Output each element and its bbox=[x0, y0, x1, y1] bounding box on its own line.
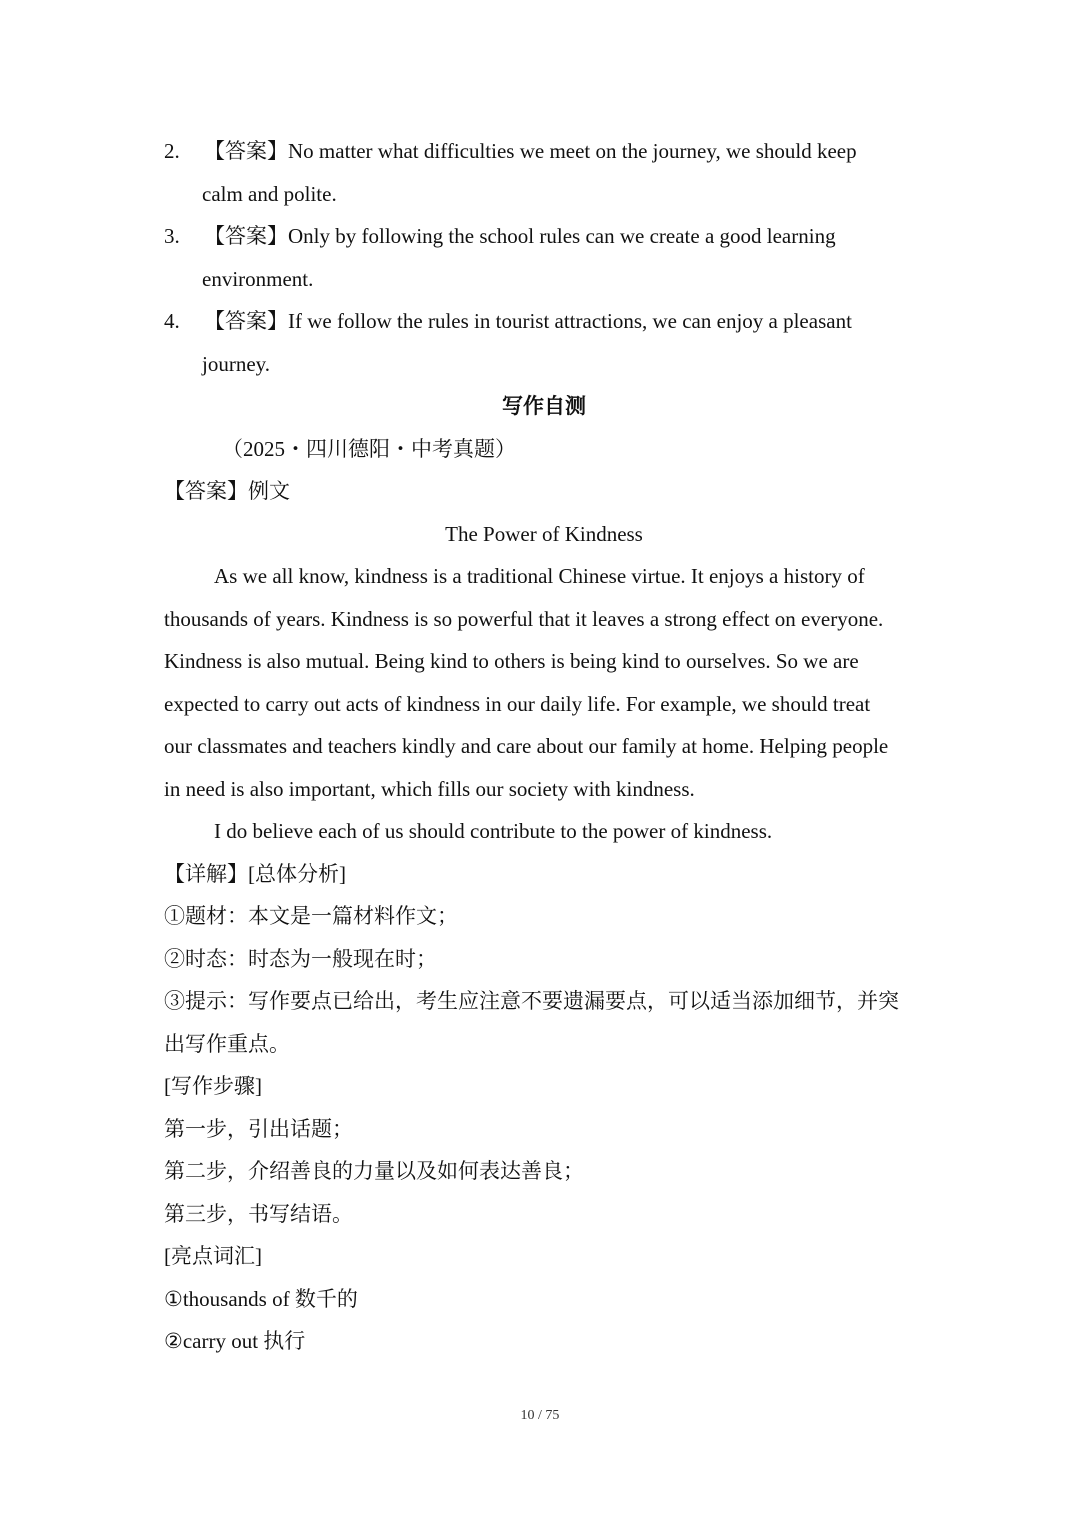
answer-item bbox=[164, 130, 924, 215]
essay-body bbox=[164, 555, 924, 853]
essay-line: thousands of years. Kindness is so powerful that it leaves a strong effect on everyone. bbox=[164, 606, 884, 631]
answer-text: 【答案】If we follow the rules in tourist attractions, we can enjoy a pleasant bbox=[204, 309, 852, 333]
essay-line: Kindness is also mutual. Being kind to others is being kind to ourselves. So we are bbox=[164, 649, 859, 673]
essay-line: our classmates and teachers kindly and care about our family at home. Helping people bbox=[164, 734, 889, 758]
section-title: 写作自测 bbox=[502, 394, 586, 418]
answer-number: 4. bbox=[164, 309, 180, 333]
answer-number: 2. bbox=[164, 139, 180, 163]
analysis-header: 【详解】[总体分析] bbox=[164, 861, 346, 886]
essay-line: I do believe each of us should contribute to the power of kindness. bbox=[214, 819, 773, 843]
page-content bbox=[164, 130, 924, 1363]
answer-item bbox=[164, 215, 924, 300]
vocab-item: ①thousands of 数千的 bbox=[164, 1286, 358, 1311]
step-item: 第三步，书写结语。 bbox=[164, 1201, 353, 1226]
answer-continuation: journey. bbox=[202, 351, 271, 376]
answer-number: 3. bbox=[164, 224, 180, 248]
steps-header: [写作步骤] bbox=[164, 1074, 262, 1098]
step-item: 第二步，介绍善良的力量以及如何表达善良； bbox=[164, 1159, 584, 1183]
essay-line: As we all know, kindness is a traditional Chinese virtue. It enjoys a history of bbox=[214, 564, 865, 588]
step-item: 第一步，引出话题； bbox=[164, 1116, 353, 1141]
page-number: 10 / 75 bbox=[520, 1408, 560, 1423]
essay-line: expected to carry out acts of kindness in our daily life. For example, we should treat bbox=[164, 691, 871, 716]
answer-text: 【答案】No matter what difficulties we meet on the journey, we should keep bbox=[204, 139, 857, 163]
answer-item bbox=[164, 300, 924, 385]
answer-continuation: environment. bbox=[202, 266, 314, 291]
answer-label: 【答案】例文 bbox=[164, 479, 290, 503]
question-source: （2025・四川德阳・中考真题） bbox=[222, 436, 516, 461]
answer-continuation: calm and polite. bbox=[202, 181, 337, 206]
essay-line: in need is also important, which fills our society with kindness. bbox=[164, 776, 695, 801]
vocab-header: [亮点词汇] bbox=[164, 1244, 262, 1268]
essay-title: The Power of Kindness bbox=[445, 521, 643, 546]
vocab-item: ②carry out 执行 bbox=[164, 1329, 306, 1353]
answer-text: 【答案】Only by following the school rules can we create a good learning bbox=[204, 224, 836, 248]
analysis-item: ②时态：时态为一般现在时； bbox=[164, 946, 437, 971]
analysis-item: ③提示：写作要点已给出，考生应注意不要遗漏要点，可以适当添加细节，并突 bbox=[164, 989, 899, 1013]
analysis-item: ①题材：本文是一篇材料作文； bbox=[164, 904, 458, 928]
analysis-item: 出写作重点。 bbox=[164, 1031, 290, 1056]
